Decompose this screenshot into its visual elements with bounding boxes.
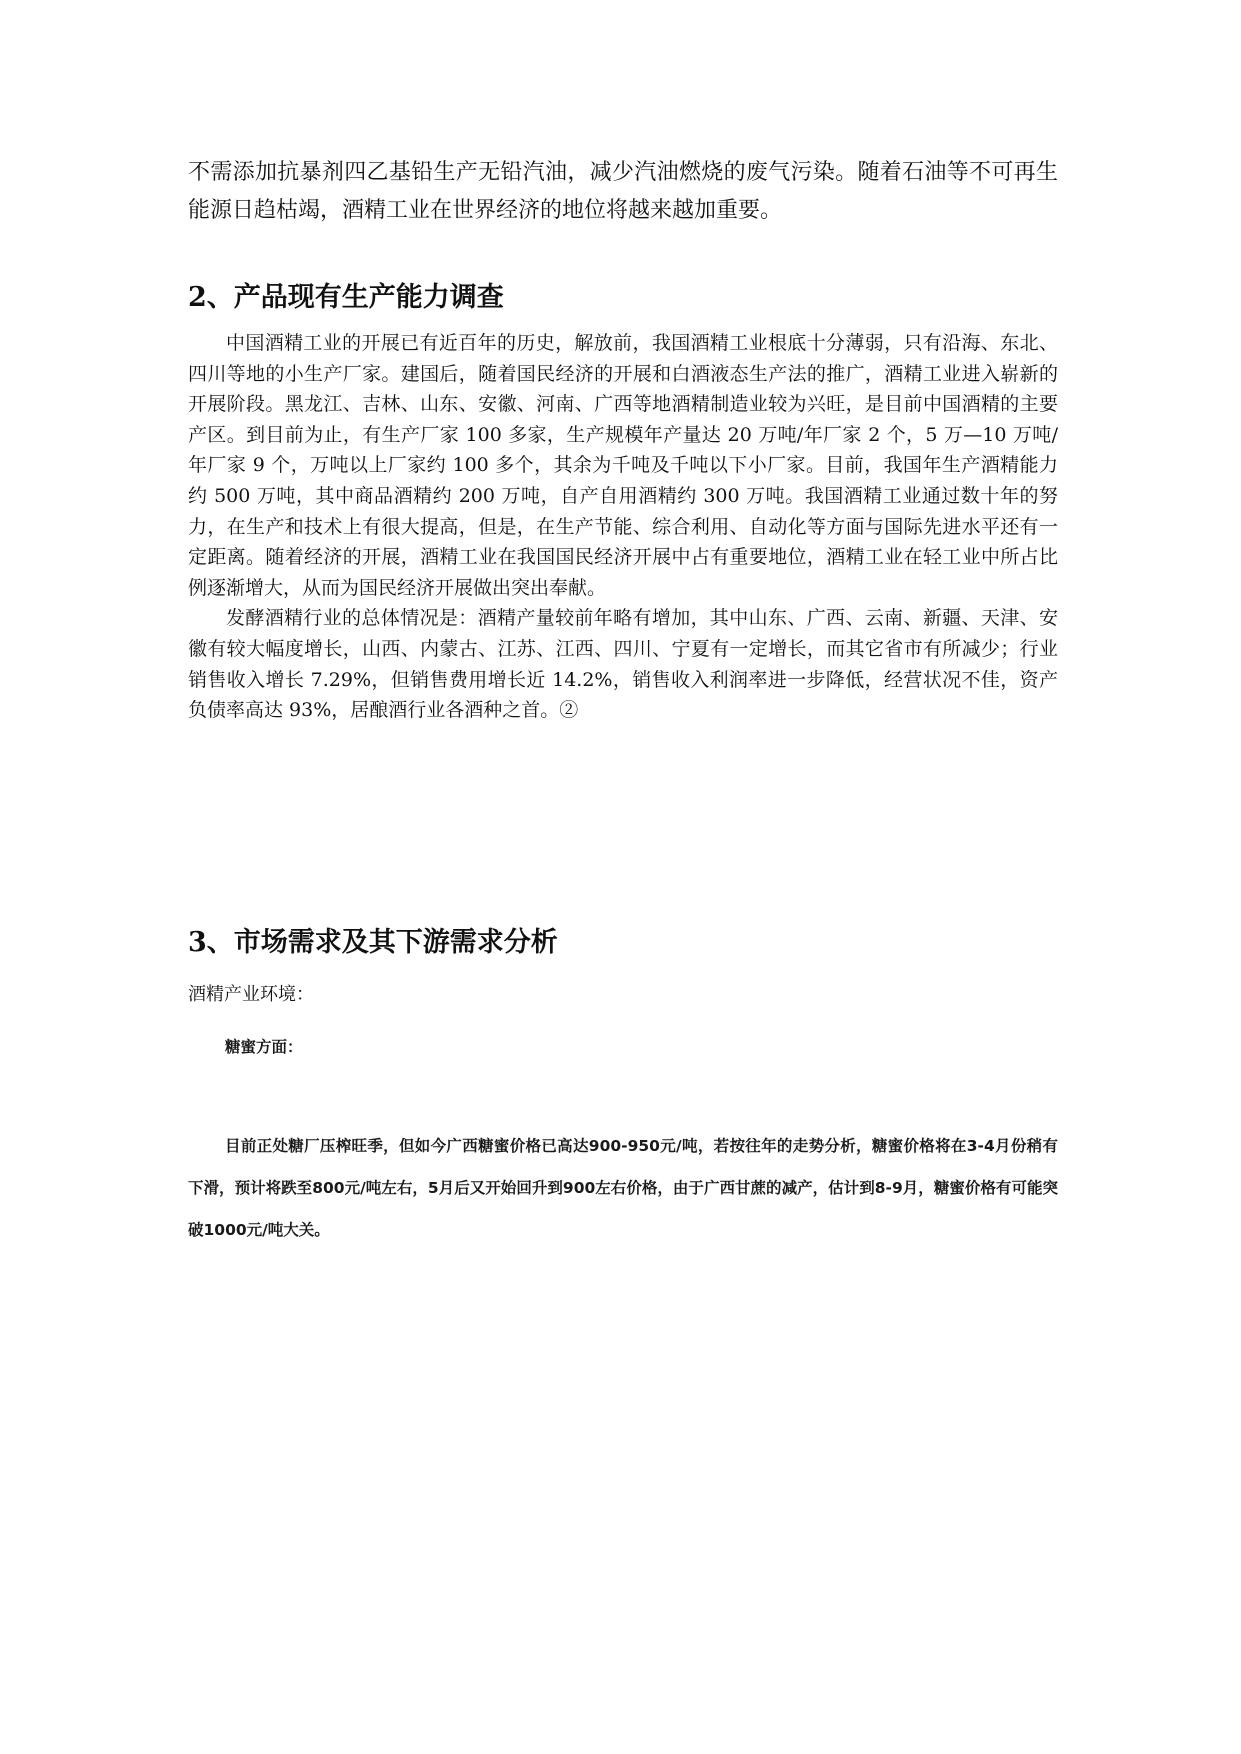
- intro-text: [188, 154, 1058, 230]
- section-2-heading: 2、产品现有生产能力调查: [188, 282, 504, 313]
- intro-paragraph: 不需添加抗暴剂四乙基铅生产无铅汽油，减少汽油燃烧的废气污染。随着石油等不可再生能源日趋枯竭，酒精工业在世界经济的地位将越来越加重要。: [188, 160, 1058, 223]
- section-2-paragraph-2: 发酵酒精行业的总体情况是：酒精产量较前年略有增加，其中山东、广西、云南、新疆、天津、安徽有较大幅度增长，山西、内蒙古、江苏、江西、四川、宁夏有一定增长，而其它省市有所减少；行业销售收入增长 7.29%，但销售费用增长近 14.2%，销售收入利润率进一步降低，经营状况不佳，资产负债率高达 93%，居酿酒行业各酒种之首。②: [188, 607, 1058, 722]
- section-2-body: [188, 328, 1058, 726]
- section-2-paragraph-1: 中国酒精工业的开展已有近百年的历史，解放前，我国酒精工业根底十分薄弱，只有沿海、东北、四川等地的小生产厂家。建国后，随着国民经济的开展和白酒液态生产法的推广，酒精工业进入崭新的开展阶段。黑龙江、吉林、山东、安徽、河南、广西等地酒精制造业较为兴旺，是目前中国酒精的主要产区。到目前为止，有生产厂家 100 多家，生产规模年产量达 20 万吨/年厂家 2 个，5 万—10 万吨/年厂家 9 个，万吨以上厂家约 100 多个，其余为千吨及千吨以下小厂家。目前，我国年生产酒精能力约 500 万吨，其中商品酒精约 200 万吨，自产自用酒精约 300 万吨。我国酒精工业通过数十年的努力，在生产和技术上有很大提高，但是，在生产节能、综合利用、自动化等方面与国际先进水平还有一定距离。随着经济的开展，酒精工业在我国国民经济开展中占有重要地位，酒精工业在轻工业中所占比例逐渐增大，从而为国民经济开展做出突出奉献。: [188, 332, 1058, 599]
- section-3-heading: 3、市场需求及其下游需求分析: [188, 927, 558, 958]
- molasses-heading: 糖蜜方面：: [225, 1038, 303, 1056]
- molasses-paragraph: 目前正处糖厂压榨旺季，但如今广西糖蜜价格已高达900-950元/吨，若按往年的走势分析，糖蜜价格将在3-4月份稍有下滑，预计将跌至800元/吨左右，5月后又开始回升到900左右价格，由于广西甘蔗的减产，估计到8-9月，糖蜜价格有可能突破1000元/吨大关。: [188, 1137, 1058, 1239]
- industry-environment-label: 酒精产业环境：: [188, 984, 314, 1005]
